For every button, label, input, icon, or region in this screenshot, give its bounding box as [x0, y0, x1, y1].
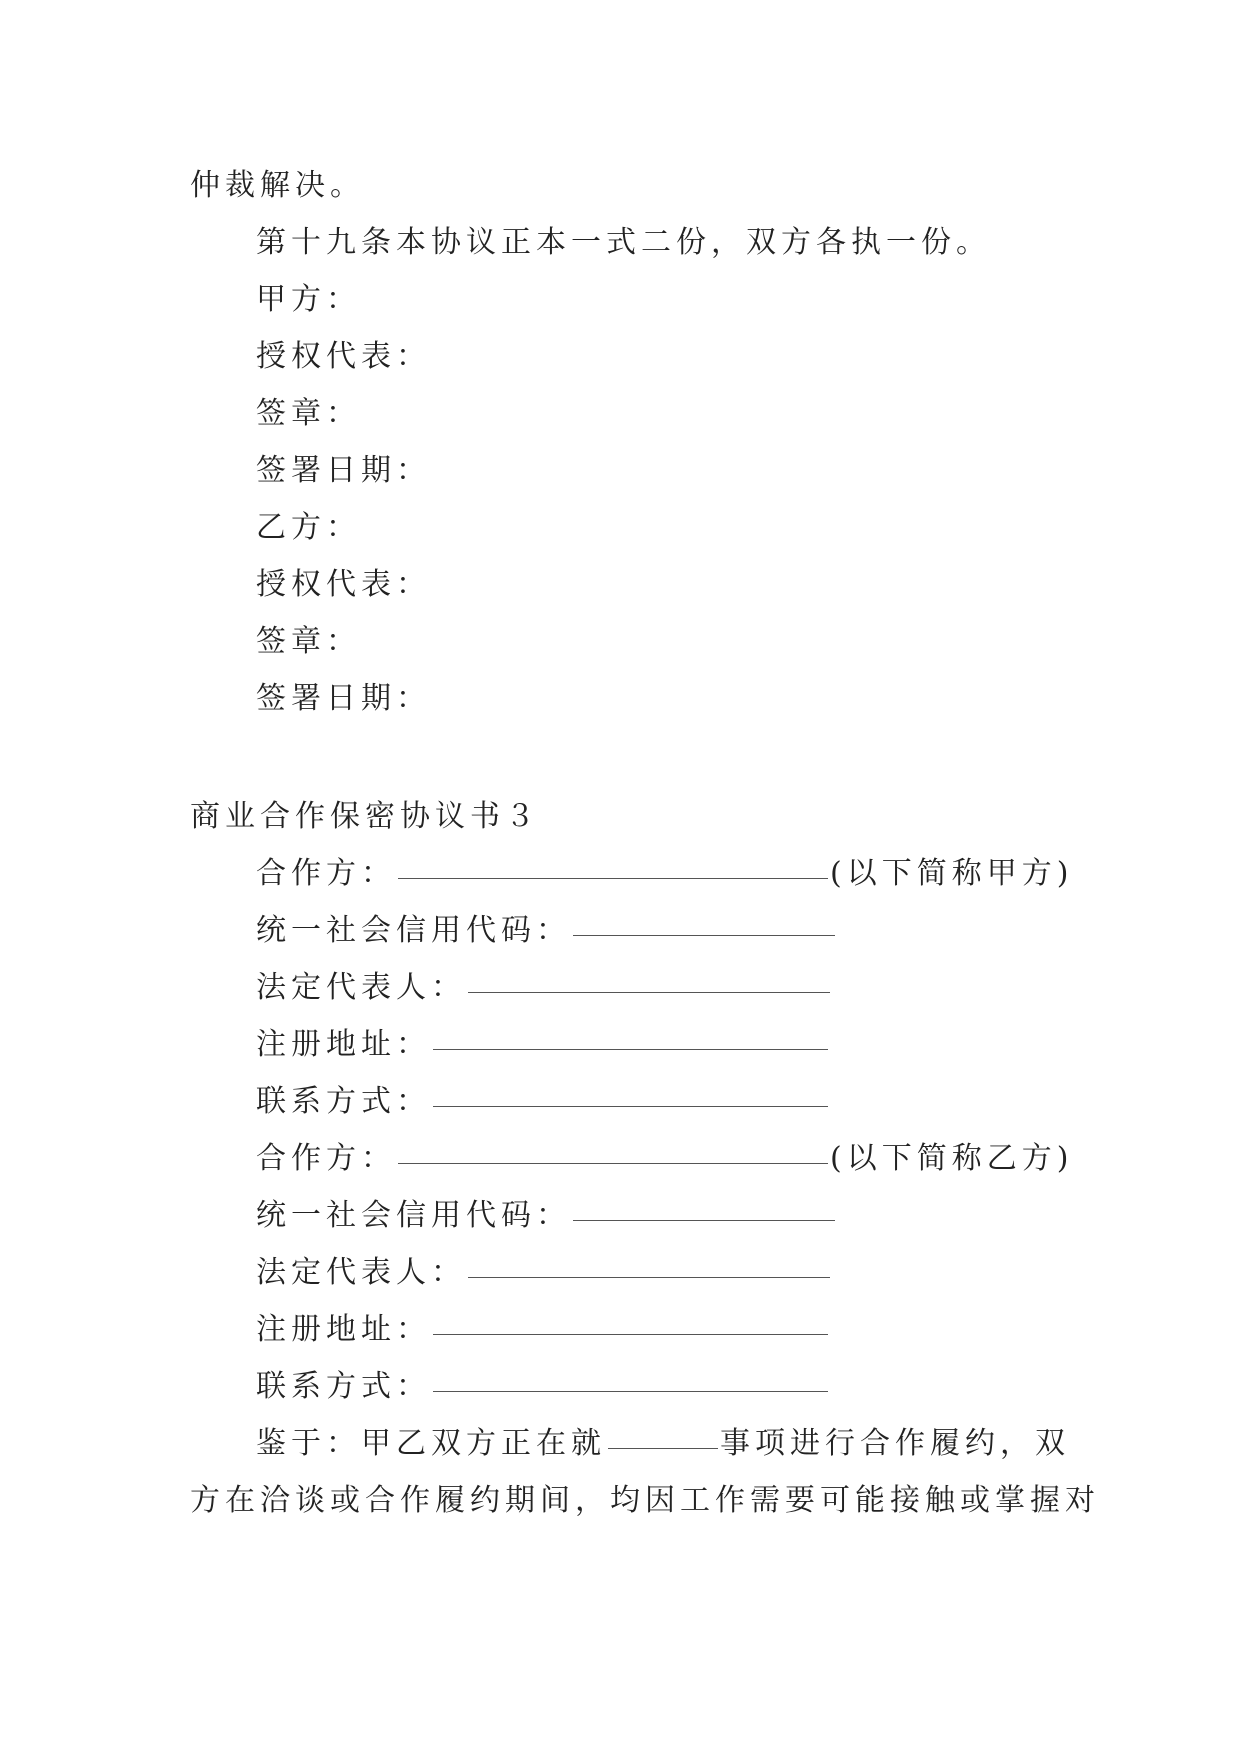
- party-b-contact-label: 联系方式：: [256, 1369, 431, 1404]
- party-a-legal-label: 法定代表人：: [256, 970, 466, 1005]
- party-b-legal-label: 法定代表人：: [256, 1255, 466, 1290]
- whereas-matter-blank[interactable]: [608, 1447, 718, 1449]
- party-b-label: 合作方：: [256, 1141, 396, 1176]
- party-a-address-label: 注册地址：: [256, 1027, 431, 1062]
- party-b-credit-row: [256, 1196, 837, 1236]
- party-a-address-row: [256, 1025, 830, 1065]
- party-b-suffix: (以下简称乙方): [830, 1141, 1074, 1176]
- party-a-date-label: 签署日期：: [256, 453, 431, 488]
- party-a-legal-blank[interactable]: [468, 991, 830, 993]
- party-a-credit-label: 统一社会信用代码：: [256, 913, 571, 948]
- party-b-address-row: [256, 1310, 830, 1350]
- party-b-rep-label: 授权代表：: [256, 567, 431, 602]
- party-a-suffix: (以下简称甲方): [830, 856, 1074, 891]
- party-b-legal-blank[interactable]: [468, 1276, 830, 1278]
- text-line: 第十九条本协议正本一式二份，双方各执一份。: [256, 225, 991, 260]
- party-b-legal-row: [256, 1253, 832, 1293]
- party-a-rep-label: 授权代表：: [256, 339, 431, 374]
- party-a-contact-row: [256, 1082, 830, 1122]
- whereas-line-2: 方在洽谈或合作履约期间，均因工作需要可能接触或掌握对: [190, 1483, 1100, 1518]
- party-a-row: [256, 854, 1073, 894]
- party-a-label: 合作方：: [256, 856, 396, 891]
- party-a-address-blank[interactable]: [433, 1048, 828, 1050]
- party-a-credit-blank[interactable]: [573, 934, 835, 936]
- party-b-row: [256, 1139, 1073, 1179]
- party-b-credit-label: 统一社会信用代码：: [256, 1198, 571, 1233]
- whereas-part1: 鉴于：甲乙双方正在就: [256, 1426, 606, 1461]
- party-b-blank[interactable]: [398, 1162, 828, 1164]
- section-title: 商业合作保密协议书３: [190, 799, 540, 834]
- party-b-address-blank[interactable]: [433, 1333, 828, 1335]
- party-a-contact-label: 联系方式：: [256, 1084, 431, 1119]
- party-a-legal-row: [256, 968, 832, 1008]
- party-b-contact-row: [256, 1367, 830, 1407]
- party-a-blank[interactable]: [398, 877, 828, 879]
- party-b-credit-blank[interactable]: [573, 1219, 835, 1221]
- party-b-date-label: 签署日期：: [256, 681, 431, 716]
- party-a-signature-label: 甲方：: [256, 282, 361, 317]
- party-a-credit-row: [256, 911, 837, 951]
- text-line: 仲裁解决。: [190, 168, 365, 203]
- party-b-contact-blank[interactable]: [433, 1390, 828, 1392]
- whereas-line-1: [256, 1424, 1070, 1464]
- party-a-contact-blank[interactable]: [433, 1105, 828, 1107]
- whereas-part2: 事项进行合作履约，双: [720, 1426, 1070, 1461]
- party-b-seal-label: 签章：: [256, 624, 361, 659]
- party-b-signature-label: 乙方：: [256, 510, 361, 545]
- party-a-seal-label: 签章：: [256, 396, 361, 431]
- party-b-address-label: 注册地址：: [256, 1312, 431, 1347]
